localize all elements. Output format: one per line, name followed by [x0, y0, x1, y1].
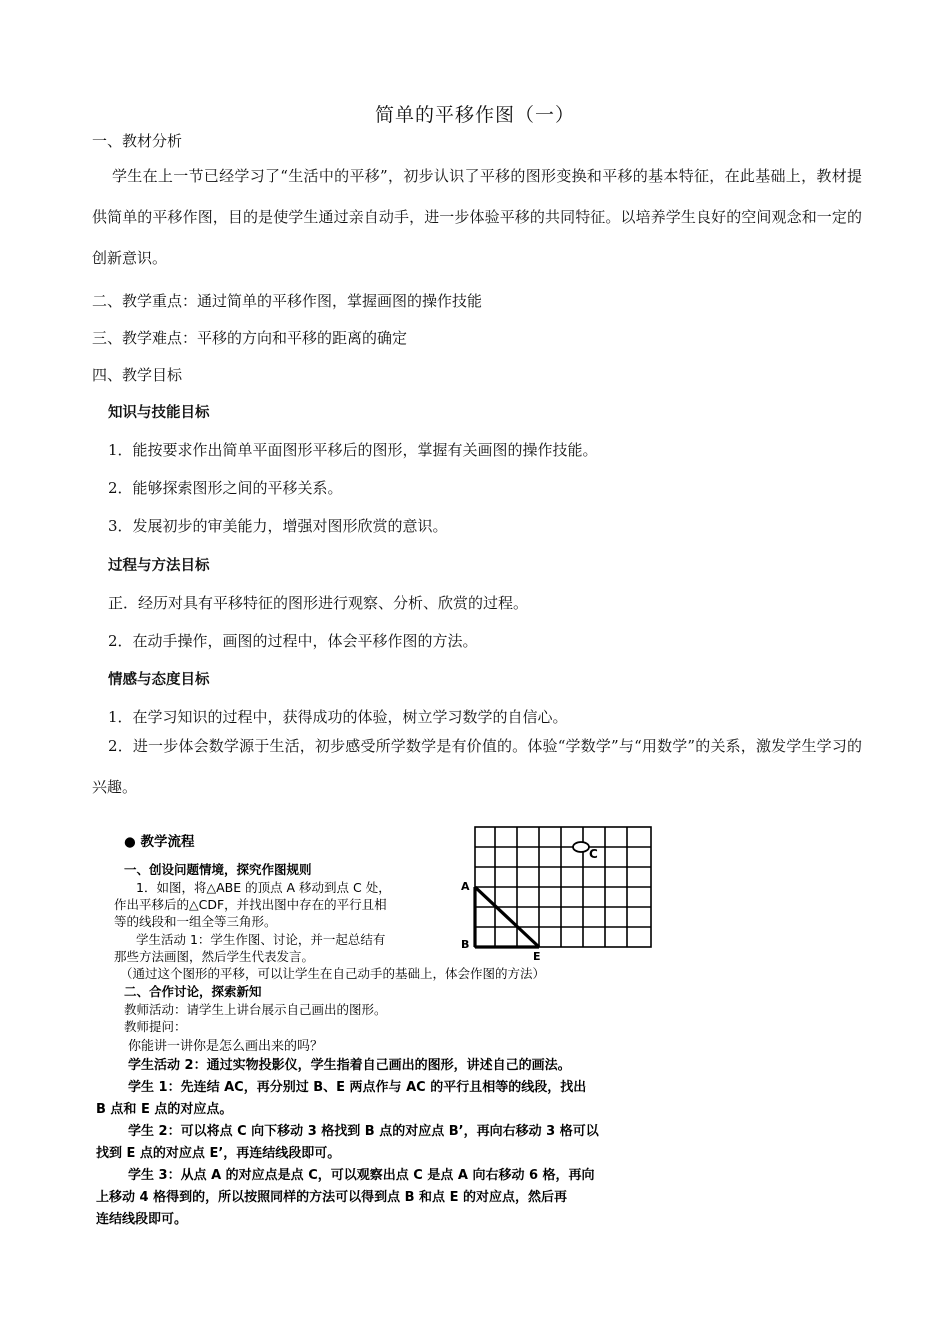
- flow-line: 1．如图，将△ABE 的顶点 A 移动到点 C 处，: [136, 880, 391, 895]
- label-b: B: [461, 938, 470, 951]
- flow-line: （通过这个图形的平移，可以让学生在自己动手的基础上，体会作图的方法）: [120, 966, 546, 981]
- flow-line: 学生 1：先连结 AC，再分别过 B、E 两点作与 AC 的平行且相等的线段，找出: [128, 1080, 587, 1095]
- flow-line: 连结线段即可。: [96, 1212, 188, 1227]
- flow-heading: ● 教学流程: [124, 834, 195, 850]
- process-goal-1: 正．经历对具有平移特征的图形进行观察、分析、欣赏的过程。: [108, 594, 529, 612]
- flow-line: 你能讲一讲你是怎么画出来的吗？: [128, 1039, 324, 1054]
- section-3: 三、教学难点：平移的方向和平移的距离的确定: [92, 329, 408, 347]
- flow-line: 作出平移后的△CDF，并找出图中存在的平行且相: [114, 897, 387, 912]
- label-c: C: [589, 847, 598, 861]
- knowledge-goals-heading: 知识与技能目标: [108, 405, 210, 421]
- page-title: 简单的平移作图（一）: [374, 104, 575, 126]
- flow-line: 学生活动 2：通过实物投影仪，学生指着自己画出的图形，讲述自己的画法。: [128, 1058, 571, 1073]
- flow-line: B 点和 E 点的对应点。: [96, 1102, 233, 1117]
- knowledge-goal-3: 3．发展初步的审美能力，增强对图形欣赏的意识。: [108, 517, 448, 535]
- knowledge-goal-2: 2．能够探索图形之间的平移关系。: [108, 479, 343, 497]
- section-4: 四、教学目标: [92, 366, 183, 384]
- emotion-goals-heading: 情感与态度目标: [108, 672, 210, 688]
- flow-subheading-1: 一、创设问题情境，探究作图规则: [124, 862, 312, 877]
- flow-subheading-2: 二、合作讨论，探索新知: [124, 984, 262, 999]
- knowledge-goal-1: 1．能按要求作出简单平面图形平移后的图形，掌握有关画图的操作技能。: [108, 441, 598, 459]
- flow-line: 那些方法画图，然后学生代表发言。: [114, 949, 315, 964]
- section-2: 二、教学重点：通过简单的平移作图，掌握画图的操作技能: [92, 292, 483, 310]
- process-goal-2: 2．在动手操作，画图的过程中，体会平移作图的方法。: [108, 632, 478, 650]
- emotion-goal-1: 1．在学习知识的过程中，获得成功的体验，树立学习数学的自信心。: [108, 708, 568, 726]
- point-c-marker: [573, 842, 589, 852]
- flow-line: 学生 3：从点 A 的对应点是点 C，可以观察出点 C 是点 A 向右移动 6 格，再向: [128, 1168, 595, 1183]
- label-a: A: [461, 880, 470, 893]
- process-goals-heading: 过程与方法目标: [108, 558, 210, 574]
- emotion-goal-2: 2．进一步体会数学源于生活，初步感受所学数学是有价值的。体验“学数学”与“用数学”的关系，激发学生学习的兴趣。: [92, 737, 862, 796]
- grid-lines: [475, 827, 651, 947]
- flow-line: 学生 2：可以将点 C 向下移动 3 格找到 B 点的对应点 B’，再向右移动 3 格可以: [128, 1124, 599, 1139]
- triangle-abe: [475, 887, 539, 947]
- flow-line: 找到 E 点的对应点 E’，再连结线段即可。: [96, 1146, 341, 1161]
- flow-line: 等的线段和一组全等三角形。: [114, 914, 277, 929]
- label-e: E: [533, 950, 541, 962]
- section-1-heading: 一、教材分析: [92, 132, 183, 150]
- section-1-paragraph: 学生在上一节已经学习了“生活中的平移”，初步认识了平移的图形变换和平移的基本特征，在此基础上，教材提供简单的平移作图，目的是使学生通过亲自动手，进一步体验平移的共同特征。以培养学生良好的空间观念和一定的创新意识。: [92, 167, 862, 267]
- flow-line: 教师提问：: [124, 1019, 187, 1034]
- translation-grid-figure: [455, 822, 655, 962]
- flow-line: 教师活动：请学生上讲台展示自己画出的图形。: [124, 1002, 387, 1017]
- flow-line: 学生活动 1：学生作图、讨论，并一起总结有: [136, 932, 386, 947]
- flow-line: 上移动 4 格得到的，所以按照同样的方法可以得到点 B 和点 E 的对应点，然后再: [96, 1190, 567, 1205]
